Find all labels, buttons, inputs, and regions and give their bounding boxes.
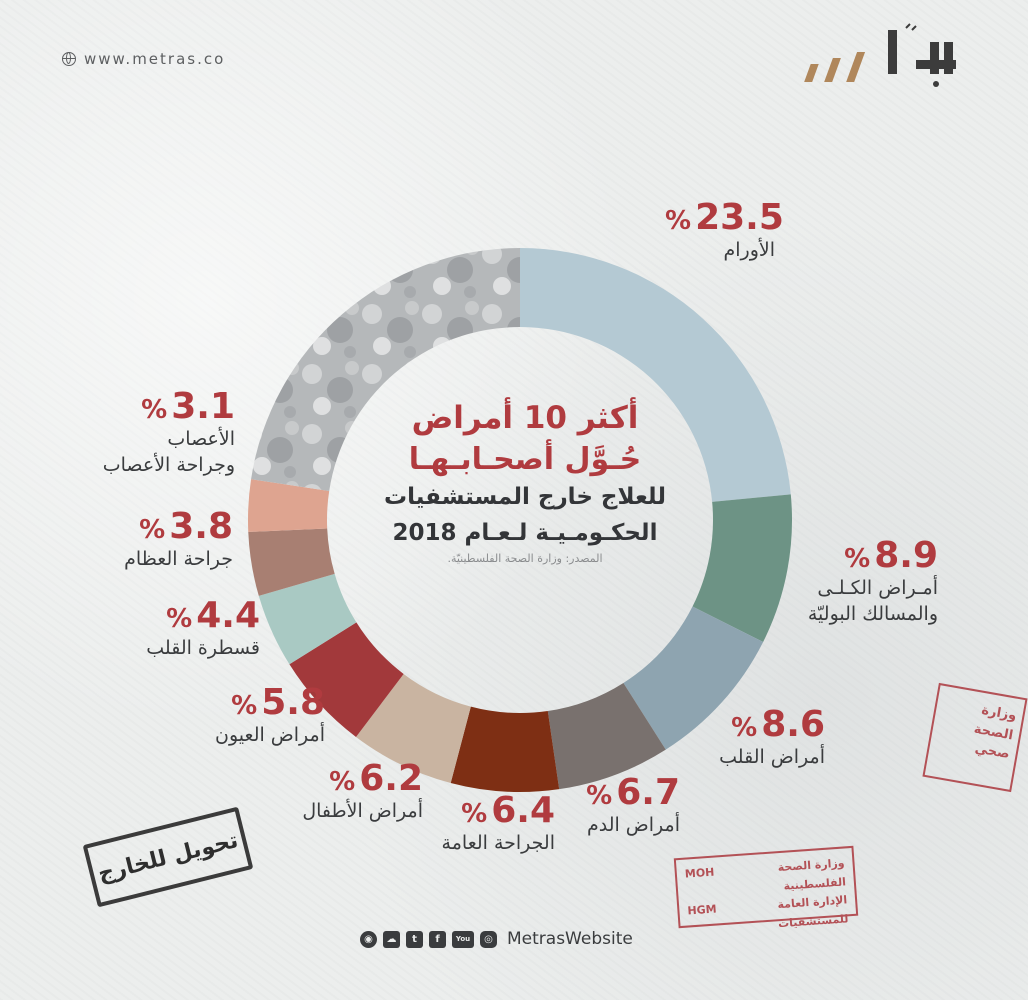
youtube-icon[interactable]: You: [452, 931, 474, 948]
category-kidney-1: أمـراض الكـلـى: [817, 577, 938, 599]
category-catheterization: قسطرة القلب: [146, 637, 260, 659]
label-general-surgery: [415, 790, 555, 857]
pct-blood: % 6.7: [586, 772, 680, 813]
category-neurology-1: الأعصاب: [167, 428, 235, 450]
category-heart: أمراض القلب: [719, 746, 825, 768]
label-pediatrics: [275, 758, 423, 825]
category-pediatrics: أمراض الأطفال: [302, 800, 423, 822]
subtitle-line-1: للعلاج خارج المستشفيات: [384, 484, 666, 511]
label-neurology: [75, 386, 235, 478]
moh-stamp: [674, 846, 858, 931]
ministry-stamp-line-2: صحي: [973, 741, 1011, 763]
website-text: www.metras.co: [84, 50, 226, 68]
category-kidney-2: والمسالك البوليّة: [807, 602, 938, 625]
title-line-1: أكثر 10 أمراض: [411, 400, 639, 436]
pct-eyes: % 5.8: [231, 682, 325, 723]
pct-pediatrics: % 6.2: [329, 758, 423, 799]
category-orthopedics: جراحة العظام: [124, 548, 233, 570]
moh-stamp-tag-1: MOH: [684, 865, 715, 881]
category-blood: أمراض الدم: [586, 814, 680, 836]
social-footer: [360, 927, 633, 951]
label-kidney: [760, 535, 938, 627]
category-oncology: الأورام: [723, 239, 775, 261]
label-catheterization: [125, 595, 260, 662]
moh-stamp-line-1: وزارة الصحة الفلسطينية: [777, 856, 847, 893]
social-handle[interactable]: MetrasWebsite: [507, 929, 633, 949]
category-neurology-2: وجراحة الأعصاب: [102, 453, 235, 476]
label-heart: [700, 704, 825, 771]
chart-center-title: [375, 398, 675, 565]
title-line-2: حُـوَّل أصحـابـهـا: [408, 441, 642, 477]
pct-kidney: % 8.9: [844, 535, 938, 576]
facebook-icon[interactable]: f: [429, 931, 446, 948]
twitter-icon[interactable]: t: [406, 931, 423, 948]
moh-stamp-line-2: الإدارة العامة للمستشفيات: [777, 893, 849, 931]
label-blood: [565, 772, 680, 839]
ministry-stamp-right: [922, 683, 1027, 792]
soundcloud-icon[interactable]: ☁: [383, 931, 400, 948]
category-general-surgery: الجراحة العامة: [441, 832, 555, 854]
podcast-icon[interactable]: ◉: [360, 931, 377, 948]
label-orthopedics: [98, 506, 233, 573]
ministry-stamp-line-1: وزارة الصحة: [972, 702, 1018, 743]
referral-stamp-text: تحويل للخارج: [95, 827, 241, 887]
category-eyes: أمراض العيون: [215, 724, 325, 746]
pct-neurology: % 3.1: [141, 386, 235, 427]
label-oncology: [665, 197, 784, 264]
pct-oncology: % 23.5: [665, 197, 784, 238]
pct-general-surgery: % 6.4: [461, 790, 555, 831]
instagram-icon[interactable]: ◎: [480, 931, 497, 948]
label-eyes: [180, 682, 325, 749]
moh-stamp-tag-2: HGM: [687, 902, 718, 918]
pct-heart: % 8.6: [731, 704, 825, 745]
pct-catheterization: % 4.4: [166, 595, 260, 636]
source-note: المصدر: وزارة الصحة الفلسطينيّة.: [447, 552, 603, 566]
subtitle-line-2: الحكـومـيـة لـعـام 2018: [392, 519, 658, 546]
pct-orthopedics: % 3.8: [139, 506, 233, 547]
